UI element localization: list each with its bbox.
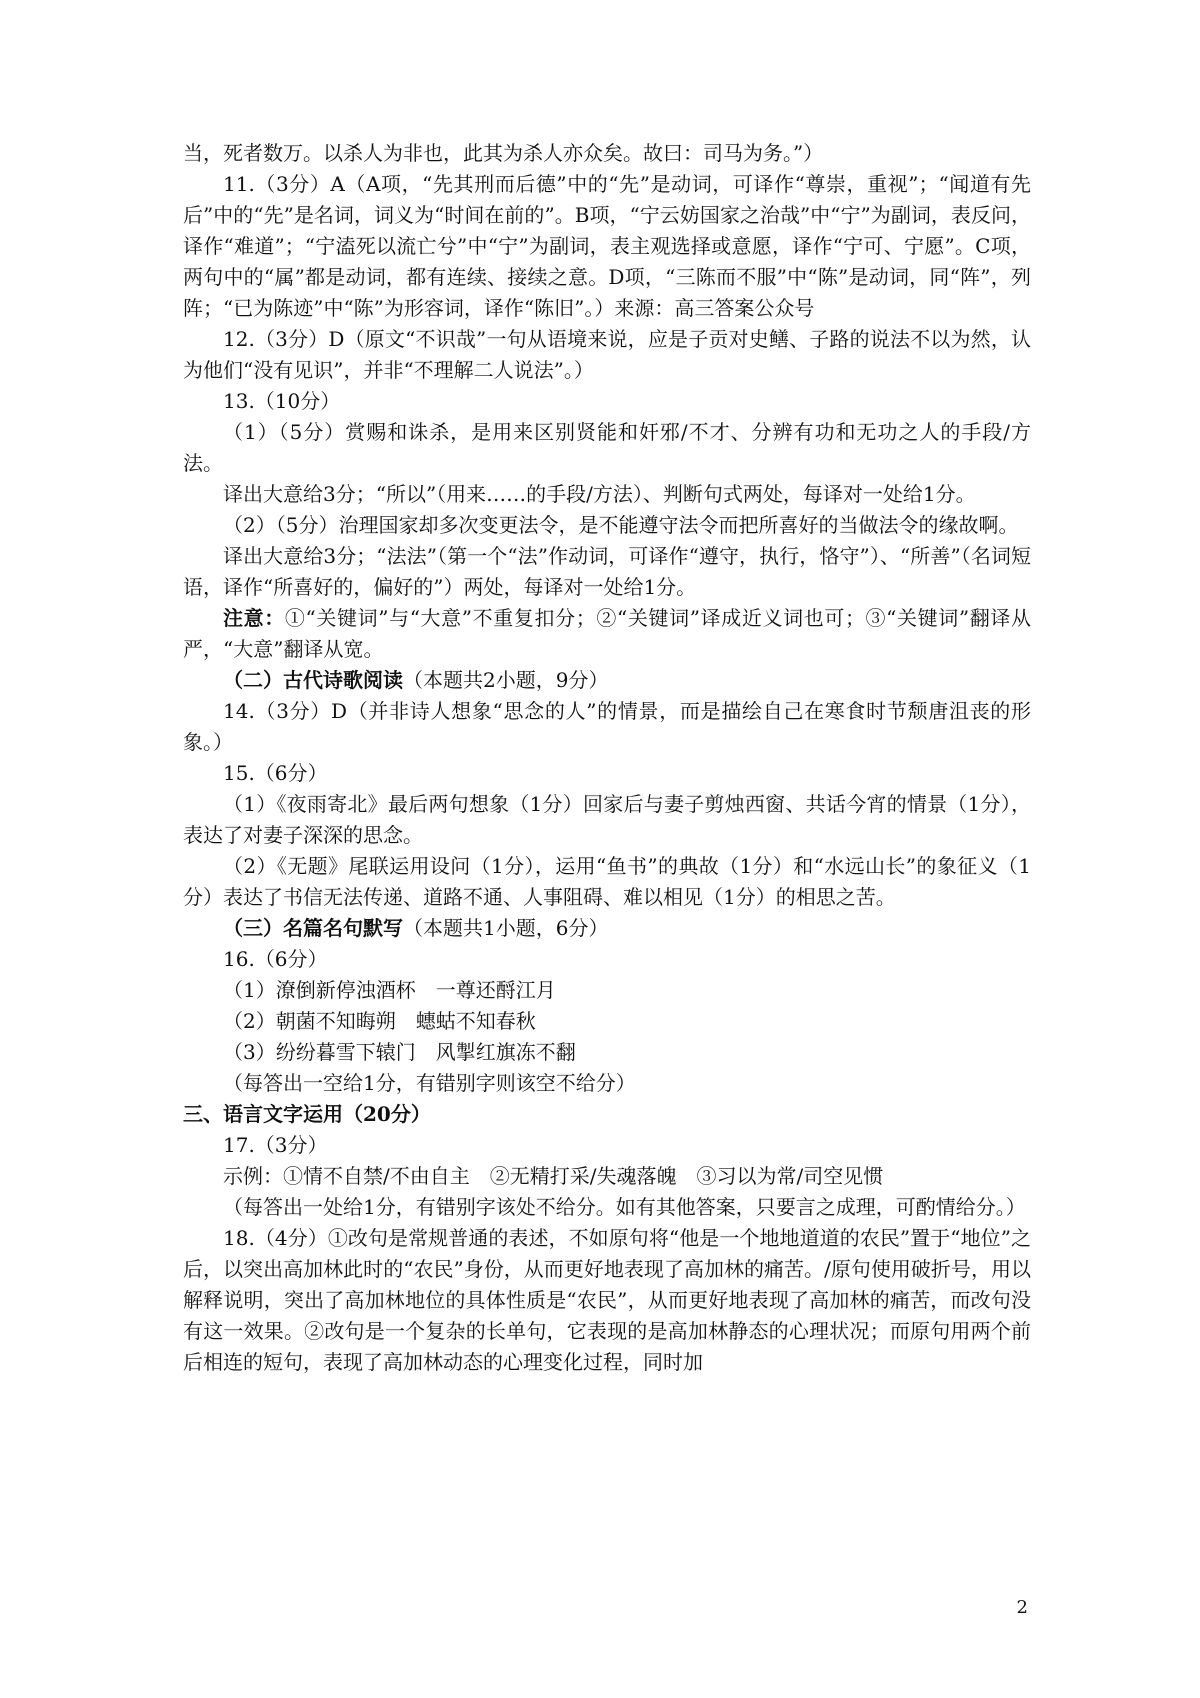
answer-13-header: 13.（10分）	[223, 389, 341, 413]
note-text: ①“关键词”与“大意”不重复扣分；②“关键词”译成近义词也可；③“关键词”翻译从严，“大意”翻译从宽。	[183, 606, 1032, 661]
answer-16-2: （2）朝菌不知晦朔 蟪蛄不知春秋	[223, 1009, 536, 1033]
page-number: 2	[1016, 1597, 1028, 1618]
section-recitation-title: （三）名篇名句默写	[223, 916, 403, 940]
passage-continuation: 当，死者数万。以杀人为非也，此其为杀人亦众矣。故曰：司马为务。”）	[183, 141, 824, 165]
answer-key-body	[183, 138, 1031, 1378]
answer-15-1: （1）《夜雨寄北》最后两句想象（1分）回家后与妻子剪烛西窗、共话今宵的情景（1分），表达了对妻子深深的思念。	[183, 792, 1031, 847]
scoring-note	[183, 603, 1031, 665]
section-poetry-info: （本题共2小题，9分）	[403, 668, 609, 692]
section-poetry-title: （二）古代诗歌阅读	[223, 668, 403, 692]
answer-18: 18.（4分）①改句是常规普通的表述，不如原句将“他是一个地地道道的农民”置于“地位”之后，以突出高加林此时的“农民”身份，从而更好地表现了高加林的痛苦。/原句使用破折号，用以解释说明，突出了高加林地位的具体性质是“农民”，从而更好地表现了高加林的痛苦，而改句没有这一效果。②改句是一个复杂的长单句，它表现的是高加林静态的心理状况；而原句用两个前后相连的短句，表现了高加林动态的心理变化过程，同时加	[183, 1226, 1031, 1374]
answer-13-2-scoring: 译出大意给3分；“法法”（第一个“法”作动词，可译作“遵守，执行，恪守”）、“所善”（名词短语，译作“所喜好的，偏好的”）两处，每译对一处给1分。	[183, 544, 1031, 599]
answer-17-header: 17.（3分）	[223, 1133, 328, 1157]
answer-17-example: 示例：①情不自禁/不由自主 ②无精打采/失魂落魄 ③习以为常/司空见惯	[223, 1164, 884, 1188]
note-label: 注意：	[223, 606, 285, 630]
answer-13-2: （2）（5分）治理国家却多次变更法令，是不能遵守法令而把所喜好的当做法令的缘故啊。	[223, 513, 1019, 537]
answer-16-scoring: （每答出一空给1分，有错别字则该空不给分）	[223, 1071, 636, 1095]
answer-13-1: （1）（5分）赏赐和诛杀，是用来区别贤能和奸邪/不才、分辨有功和无功之人的手段/方法。	[183, 420, 1031, 475]
section-recitation-info: （本题共1小题，6分）	[403, 916, 609, 940]
answer-15-header: 15.（6分）	[223, 761, 328, 785]
answer-16-header: 16.（6分）	[223, 947, 328, 971]
answer-11: 11.（3分）A（A项，“先其刑而后德”中的“先”是动词，可译作“尊崇，重视”；“闻道有先后”中的“先”是名词，词义为“时间在前的”。B项，“宁云妨国家之治哉”中“宁”为副词，表反问，译作“难道”；“宁溘死以流亡兮”中“宁”为副词，表主观选择或意愿，译作“宁可、宁愿”。C项，两句中的“属”都是动词，都有连续、接续之意。D项，“三陈而不服”中“陈”是动词，同“阵”，列阵；“已为陈迹”中“陈”为形容词，译作“陈旧”。）来源：高三答案公众号	[183, 172, 1031, 320]
answer-12: 12.（3分）D（原文“不识哉”一句从语境来说，应是子贡对史鳝、子路的说法不以为然，认为他们“没有见识”，并非“不理解二人说法”。）	[183, 327, 1031, 382]
answer-13-1-scoring: 译出大意给3分；“所以”（用来……的手段/方法）、判断句式两处，每译对一处给1分。	[223, 482, 976, 506]
answer-15-2: （2）《无题》尾联运用设问（1分），运用“鱼书”的典故（1分）和“水远山长”的象征义（1分）表达了书信无法传递、道路不通、人事阻碍、难以相见（1分）的相思之苦。	[183, 854, 1031, 909]
section-poetry-heading	[183, 665, 1031, 696]
section-recitation-heading	[183, 913, 1031, 944]
answer-16-3: （3）纷纷暮雪下辕门 风掣红旗冻不翻	[223, 1040, 576, 1064]
part-three-heading: 三、语言文字运用（20分）	[183, 1102, 431, 1126]
answer-16-1: （1）潦倒新停浊酒杯 一尊还酹江月	[223, 978, 556, 1002]
answer-14: 14.（3分）D（并非诗人想象“思念的人”的情景，而是描绘自己在寒食时节颓唐沮丧的形象。）	[183, 699, 1031, 754]
answer-17-scoring: （每答出一处给1分，有错别字该处不给分。如有其他答案，只要言之成理，可酌情给分。）	[223, 1195, 1026, 1219]
